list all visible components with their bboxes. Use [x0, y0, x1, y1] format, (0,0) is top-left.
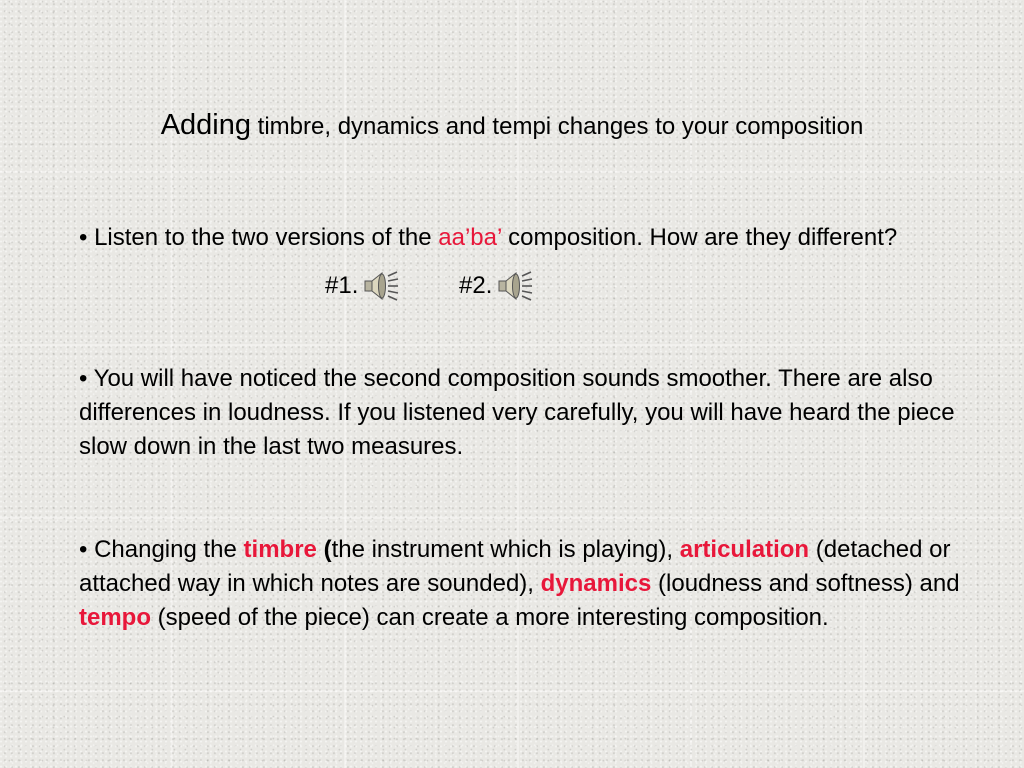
keyword-tempo: tempo: [79, 604, 151, 631]
bullet-listen: [79, 221, 969, 255]
speaker-icon[interactable]: [496, 269, 534, 303]
highlight-aaba: aa’ba’: [438, 224, 502, 251]
bullet-text: You will have noticed the second composition sounds smoother. There are also differences in loudness. If you listened very carefully, you will have heard the piece slow down in the last two measures.: [79, 365, 955, 460]
bullet-text: composition. How are they different?: [508, 224, 898, 251]
bullet-text: Changing the: [94, 536, 237, 563]
audio-clip-label: #2.: [459, 272, 493, 299]
bullet-changing: [79, 533, 969, 635]
audio-clip-label: #1.: [325, 272, 359, 299]
audio-clip-2[interactable]: [459, 268, 534, 304]
keyword-articulation: articulation: [679, 536, 810, 563]
speaker-icon[interactable]: [362, 269, 400, 303]
bullet-marker: •: [79, 365, 88, 392]
title-lead: Adding: [160, 109, 251, 141]
audio-clip-1[interactable]: [325, 268, 400, 304]
bullet-text: the instrument which is playing),: [331, 536, 674, 563]
bullet-noticed: [79, 362, 969, 464]
slide-title: [0, 108, 1024, 144]
keyword-timbre: timbre: [243, 536, 317, 563]
bullet-text: Listen to the two versions of the: [94, 224, 432, 251]
title-rest: timbre, dynamics and tempi changes to your composition: [257, 113, 864, 140]
bullet-text: (detached or attached way in which notes are sounded),: [79, 536, 951, 597]
bullet-marker: •: [79, 536, 88, 563]
bullet-marker: •: [79, 224, 88, 251]
keyword-dynamics: dynamics: [540, 570, 652, 597]
bullet-text: (speed of the piece) can create a more interesting composition.: [157, 604, 829, 631]
bullet-text: (loudness and softness) and: [658, 570, 960, 597]
open-paren: (: [323, 536, 332, 563]
